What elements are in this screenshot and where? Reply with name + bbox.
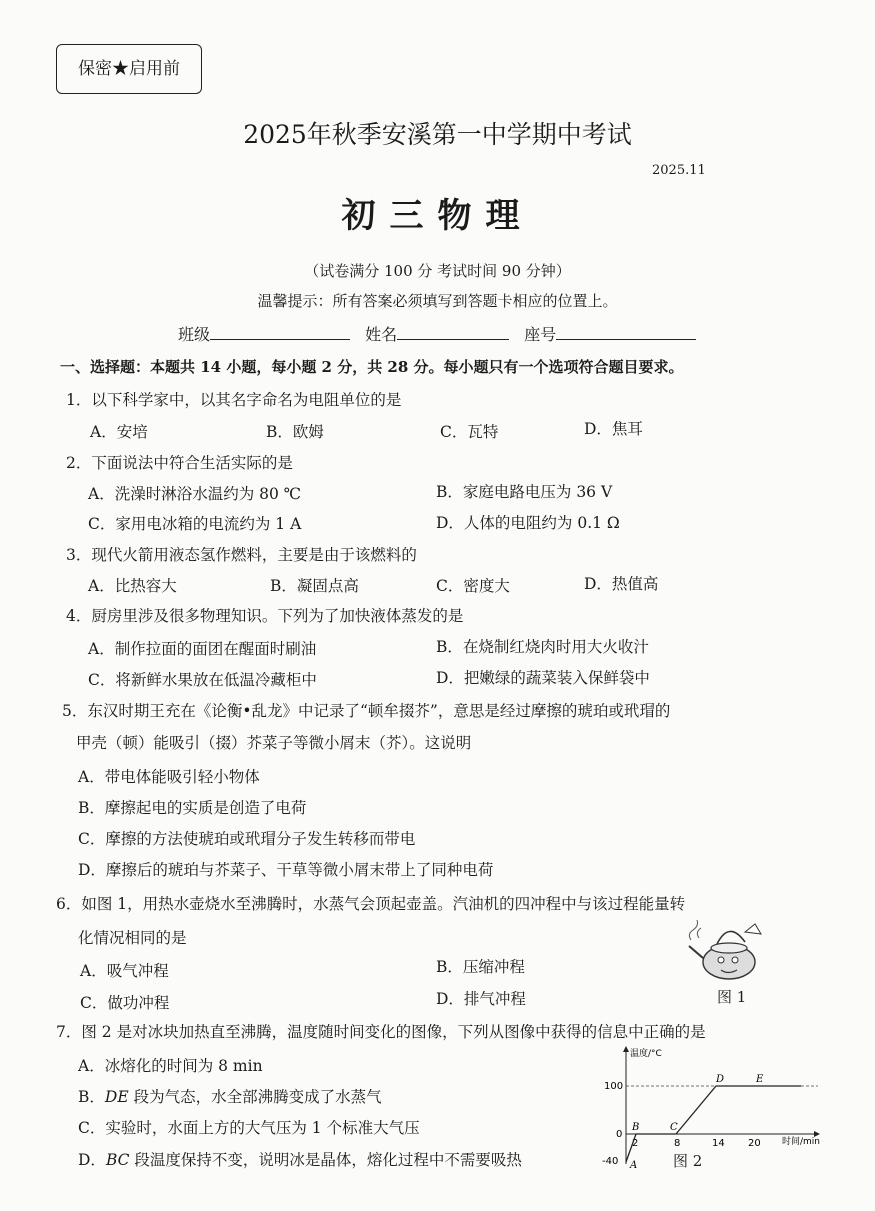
point-label: C [670, 1122, 678, 1133]
temperature-time-graph [596, 1044, 828, 1172]
name-label: 姓名 [365, 325, 398, 344]
subject-title: 初三物理 [341, 196, 534, 236]
y-axis-label: 温度/°C [630, 1049, 662, 1059]
option-prefix: D． [78, 1151, 106, 1169]
question-stem: 5．东汉时期王充在《论衡•乱龙》中记录了“顿牟掇芥”，意思是经过摩擦的琥珀或玳瑁的 [62, 702, 671, 720]
option: C．摩擦的方法使琥珀或玳瑁分子发生转移而带电 [78, 830, 416, 848]
option [78, 1085, 382, 1107]
option: C．密度大 [436, 577, 510, 595]
section-heading: 一、选择题：本题共 14 小题，每小题 2 分，共 28 分。每小题只有一个选项符合题目要求。 [60, 358, 684, 376]
option: B．凝固点高 [270, 577, 359, 595]
option-prefix: B． [78, 1088, 105, 1106]
x-axis-label: 时间/min [782, 1137, 821, 1147]
option: A．制作拉面的面团在醒面时刷油 [88, 640, 317, 658]
y-tick: -40 [602, 1156, 619, 1167]
exam-date: 2025.11 [652, 163, 706, 178]
exam-meta: （试卷满分 100 分 考试时间 90 分钟） [304, 262, 571, 280]
option: A．冰熔化的时间为 8 min [78, 1057, 263, 1075]
option: C．瓦特 [440, 423, 499, 441]
x-tick: 14 [712, 1138, 725, 1149]
point-label: D [716, 1074, 725, 1085]
segment-label: BC [105, 1151, 130, 1169]
name-blank[interactable] [397, 325, 509, 340]
option: D．排气冲程 [436, 990, 526, 1008]
question-stem: 2．下面说法中符合生活实际的是 [66, 454, 293, 472]
y-tick: 0 [616, 1129, 623, 1140]
point-label: A [630, 1160, 638, 1171]
option: D．焦耳 [584, 420, 643, 438]
question-stem: 7．图 2 是对冰块加热直至沸腾，温度随时间变化的图像，下列从图像中获得的信息中正确的是 [56, 1023, 706, 1041]
x-tick: 20 [748, 1138, 761, 1149]
option: C．做功冲程 [80, 994, 170, 1012]
question-stem: 4．厨房里涉及很多物理知识。下列为了加快液体蒸发的是 [66, 607, 464, 625]
kettle-illustration [683, 912, 769, 982]
exam-tip: 温馨提示：所有答案必须填写到答题卡相应的位置上。 [257, 292, 618, 310]
point-label: E [756, 1074, 764, 1085]
option: B．摩擦起电的实质是创造了电荷 [78, 799, 307, 817]
option: D．摩擦后的琥珀与芥菜子、干草等微小屑末带上了同种电荷 [78, 861, 494, 879]
option: A．带电体能吸引轻小物体 [78, 768, 260, 786]
option [78, 1148, 522, 1170]
x-tick: 8 [674, 1138, 681, 1149]
option: B．压缩冲程 [436, 958, 525, 976]
question-stem: 6．如图 1，用热水壶烧水至沸腾时，水蒸气会顶起壶盖。汽油机的四冲程中与该过程能量转 [56, 895, 686, 913]
option: B．欧姆 [266, 423, 324, 441]
seat-label: 座号 [524, 325, 557, 344]
point-label: B [632, 1122, 640, 1133]
option-text: 段为气态，水全部沸腾变成了水蒸气 [133, 1088, 382, 1106]
segment-label: DE [104, 1088, 129, 1106]
class-label: 班级 [178, 325, 211, 344]
question-stem: 1．以下科学家中，以其名字命名为电阻单位的是 [66, 391, 402, 409]
temperature-curve [626, 1086, 801, 1162]
option: A．比热容大 [88, 577, 177, 595]
option-text: 段温度保持不变，说明冰是晶体，熔化过程中不需要吸热 [134, 1151, 522, 1169]
option: A．洗澡时淋浴水温约为 80 ℃ [88, 485, 302, 503]
figure-1-label: 图 1 [717, 988, 747, 1006]
option: C．家用电冰箱的电流约为 1 A [88, 515, 302, 533]
option: B．在烧制红烧肉时用大火收汁 [436, 638, 649, 656]
confidential-stamp: 保密★启用前 [56, 44, 202, 94]
x-tick: 2 [632, 1138, 639, 1149]
option: D．人体的电阻约为 0.1 Ω [436, 514, 620, 532]
option: B．家庭电路电压为 36 V [436, 483, 613, 501]
student-info-fields [178, 322, 706, 345]
option: A．安培 [90, 423, 148, 441]
seat-blank[interactable] [556, 325, 696, 340]
option: D．热值高 [584, 575, 659, 593]
option: C．实验时，水面上方的大气压为 1 个标准大气压 [78, 1119, 420, 1137]
y-tick: 100 [604, 1081, 624, 1092]
question-stem-continued: 甲壳（顿）能吸引（掇）芥菜子等微小屑末（芥）。这说明 [76, 734, 472, 752]
figure-2-label: 图 2 [673, 1152, 703, 1170]
option: C．将新鲜水果放在低温冷藏柜中 [88, 671, 317, 689]
exam-title: 2025年秋季安溪第一中学期中考试 [243, 120, 632, 149]
option: A．吸气冲程 [80, 962, 169, 980]
class-blank[interactable] [210, 325, 350, 340]
question-stem-continued: 化情况相同的是 [78, 929, 187, 947]
option: D．把嫩绿的蔬菜装入保鲜袋中 [436, 669, 650, 687]
question-stem: 3．现代火箭用液态氢作燃料，主要是由于该燃料的 [66, 546, 417, 564]
